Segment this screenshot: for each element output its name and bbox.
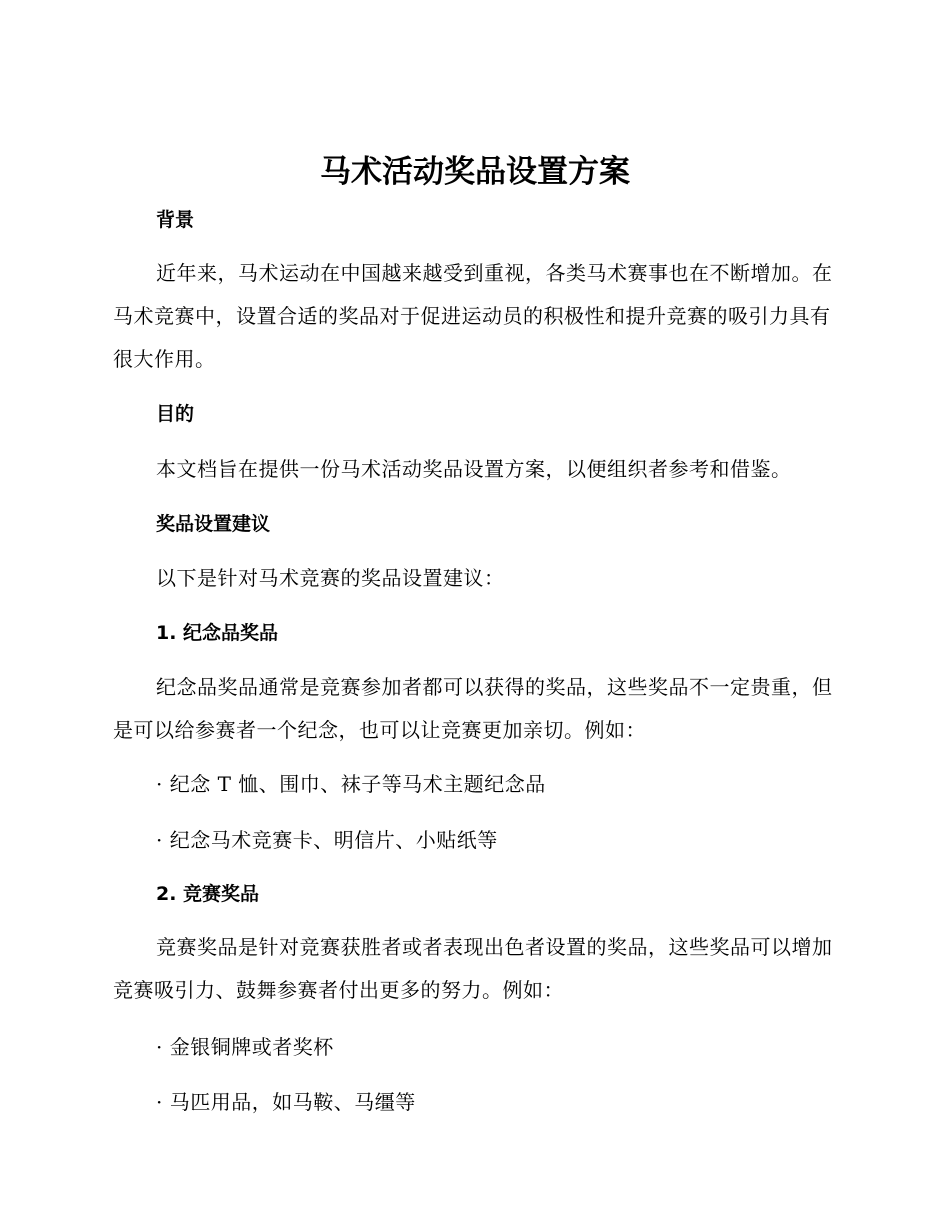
document-title: 马术活动奖品设置方案 bbox=[320, 154, 630, 190]
list-item: · 马匹用品，如马鞍、马缰等 bbox=[156, 1090, 416, 1114]
paragraph-competition: 竞赛奖品是针对竞赛获胜者或者表现出色者设置的奖品，这些奖品可以增加竞赛吸引力、鼓舞参赛者付出更多的努力。例如： bbox=[113, 935, 833, 1002]
paragraph-souvenir: 纪念品奖品通常是竞赛参加者都可以获得的奖品，这些奖品不一定贵重，但是可以给参赛者一个纪念，也可以让竞赛更加亲切。例如： bbox=[113, 675, 833, 742]
section-heading-background: 背景 bbox=[156, 209, 195, 231]
section-heading-purpose: 目的 bbox=[156, 403, 195, 425]
paragraph-suggestions-intro: 以下是针对马术竞赛的奖品设置建议： bbox=[156, 566, 505, 590]
paragraph-purpose: 本文档旨在提供一份马术活动奖品设置方案，以便组织者参考和借鉴。 bbox=[156, 457, 792, 481]
section-heading-competition: 2. 竞赛奖品 bbox=[156, 883, 260, 905]
list-item: · 纪念马术竞赛卡、明信片、小贴纸等 bbox=[156, 828, 498, 852]
paragraph-background: 近年来，马术运动在中国越来越受到重视，各类马术赛事也在不断增加。在马术竞赛中，设置合适的奖品对于促进运动员的积极性和提升竞赛的吸引力具有很大作用。 bbox=[113, 261, 833, 371]
list-item: · 金银铜牌或者奖杯 bbox=[156, 1035, 334, 1059]
section-heading-suggestions: 奖品设置建议 bbox=[156, 513, 271, 535]
list-item: · 纪念 T 恤、围巾、袜子等马术主题纪念品 bbox=[156, 772, 546, 796]
section-heading-souvenir: 1. 纪念品奖品 bbox=[156, 622, 279, 644]
